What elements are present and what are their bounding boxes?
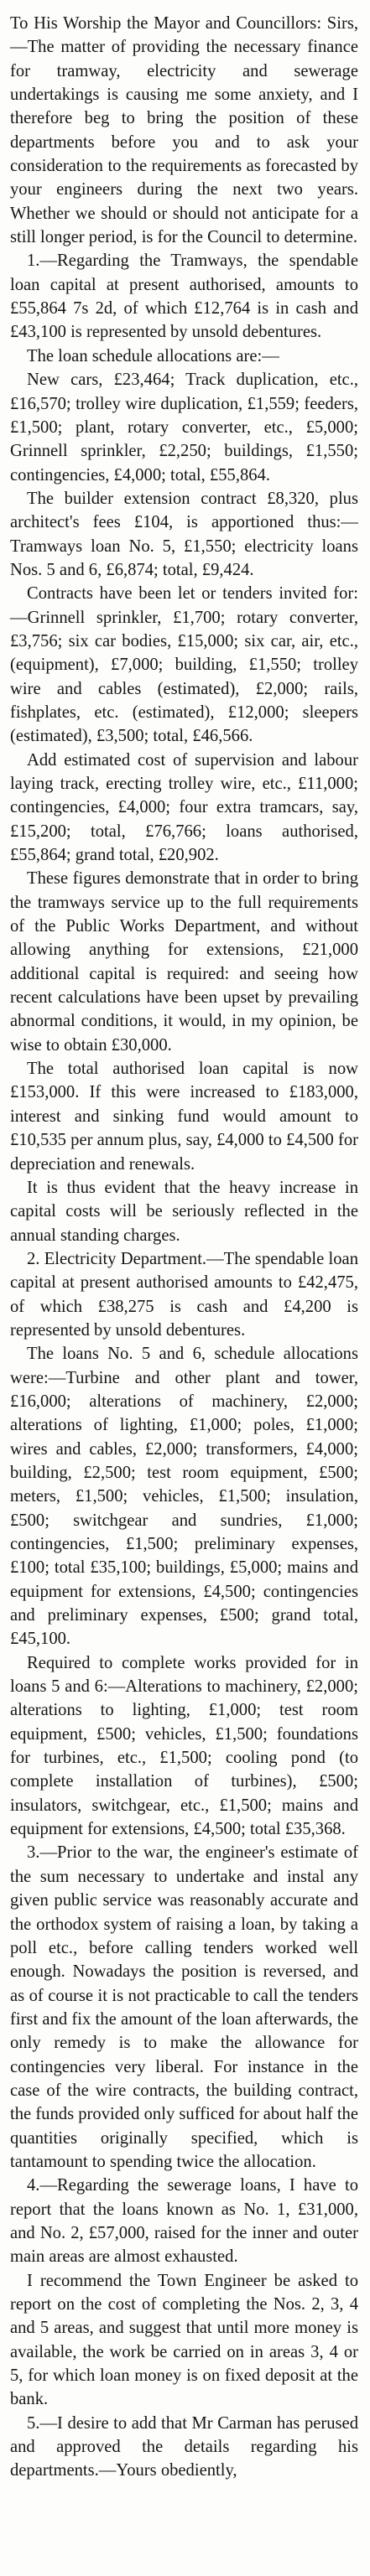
sewerage-loans-paragraph: 4.—Regarding the sewerage loans, I have to report that the loans known as No. 1, £31,000, and No. 2, £57,000, raised for the inner and outer main areas are almost exhausted. [10,2176,358,2267]
salutation-paragraph: To His Worship the Mayor and Councillors: Sirs,—The matter of providing the necessary finance for tramway, electricity and sewerage undertakings is causing me some anxiety, and I therefore beg to bring the position of these departments before you and to ask your consideration to the requirements as forecasted by your engineers during the next two years. Whether we should or should not anticipate for a still longer period, is for the Council to determine. [10,14,358,247]
builder-extension-paragraph: The builder extension contract £8,320, plus architect's fees £104, is apportioned thus:— Tramways loan No. 5, £1,550; electricity loans Nos. 5 and 6, £6,874; total, £9,424. [10,489,358,579]
contracts-let-paragraph: Contracts have been let or tenders invited for:—Grinnell sprinkler, £1,700; rotary converter, £3,756; six car bodies, £15,000; six car, air, etc., (equipment), £7,000; building, £1,550; trolley wire and cables (estimated), £2,000; rails, fishplates, etc. (estimated), £12,000; sleepers (estimated), £3,500; total, £46,566. [10,584,358,746]
works-required-paragraph: Required to complete works provided for in loans 5 and 6:—Alterations to machinery, £2,000; alterations to lighting, £1,000; test room equipment, £500; vehicles, £1,500; foundations for turbines, etc., £1,500; cooling pond (to complete installation of turbines), £500; insulators, switchgear, etc., £1,500; mains and equipment for extensions, £4,500; total £35,368. [10,1653,358,1839]
figures-demonstrate-paragraph: These figures demonstrate that in order to bring the tramways service up to the full requirements of the Public Works Department, and without allowing anything for extensions, £21,000 additional capital is required: and seeing how recent calculations have been upset by prevailing abnormal conditions, it would, in my opinion, be wise to obtain £30,000. [10,869,358,1055]
estimated-cost-paragraph: Add estimated cost of supervision and labour laying track, erecting trolley wire, etc., £11,000; contingencies, £4,000; four extra tramcars, say, £15,200; total, £76,766; loans authorised, £55,864; grand total, £20,902. [10,750,358,865]
authorised-capital-paragraph: The total authorised loan capital is now £153,000. If this were increased to £183,000, interest and sinking fund would amount to £10,535 per annum plus, say, £4,000 to £4,500 for depreciation and renewals. [10,1060,358,1174]
standing-charges-paragraph: It is thus evident that the heavy increase in capital costs will be seriously reflected in the annual standing charges. [10,1178,358,1245]
prior-to-war-paragraph: 3.—Prior to the war, the engineer's estimate of the sum necessary to undertake and instal any given public service was reasonably accurate and the orthodox system of raising a loan, by taking a poll etc., before calling tenders worked well enough. Nowadays the position is reversed, and as of course it is not practicable to call the tenders first and fix the amount of the loan afterwards, the only remedy is to make the allowance for contingencies very liberal. For instance in the case of the wire contracts, the building contract, the funds provided only sufficed for about half the quantities originally specified, which is tantamount to spending twice the allocation. [10,1843,358,2171]
electricity-allocations-paragraph: The loans No. 5 and 6, schedule allocations were:—Turbine and other plant and tower, £16,000; alterations of machinery, £2,000; alterations of lighting, £1,000; poles, £1,000; wires and cables, £2,000; transformers, £4,000; building, £2,500; test room equipment, £500; meters, £1,500; vehicles, £1,500; insulation, £500; switchgear and sundries, £1,000; contingencies, £1,500; preliminary expenses, £100; total £35,100; buildings, £5,000; mains and equipment for extensions, £4,500; contingencies and preliminary expenses, £500; grand total, £45,100. [10,1345,358,1649]
recommendation-paragraph: I recommend the Town Engineer be asked to report on the cost of completing the Nos. 2, 3, 4 and 5 areas, and suggest that until more money is available, the work be carried on in areas 3, 4 or 5, for which loan money is on fixed deposit at the bank. [10,2271,358,2409]
closing-paragraph: 5.—I desire to add that Mr Carman has perused and approved the details regarding his departments.—Yours obediently, [10,2413,358,2480]
loan-schedule-heading: The loan schedule allocations are:— [27,346,279,365]
tramways-allocations-paragraph: New cars, £23,464; Track duplication, etc., £16,570; trolley wire duplication, £1,559; feeders, £1,500; plant, rotary converter, etc., £5,000; Grinnell sprinkler, £2,250; buildings, £1,550; contingencies, £4,000; total, £55,864. [10,371,358,485]
tramways-capital-paragraph: 1.—Regarding the Tramways, the spendable loan capital at present authorised, amounts to £55,864 7s 2d, of which £12,764 is in cash and £43,100 is represented by unsold debentures. [10,251,358,342]
electricity-department-paragraph: 2. Electricity Department.—The spendable loan capital at present authorised amounts to £42,475, of which £38,275 is cash and £4,200 is represented by unsold debentures. [10,1249,358,1340]
